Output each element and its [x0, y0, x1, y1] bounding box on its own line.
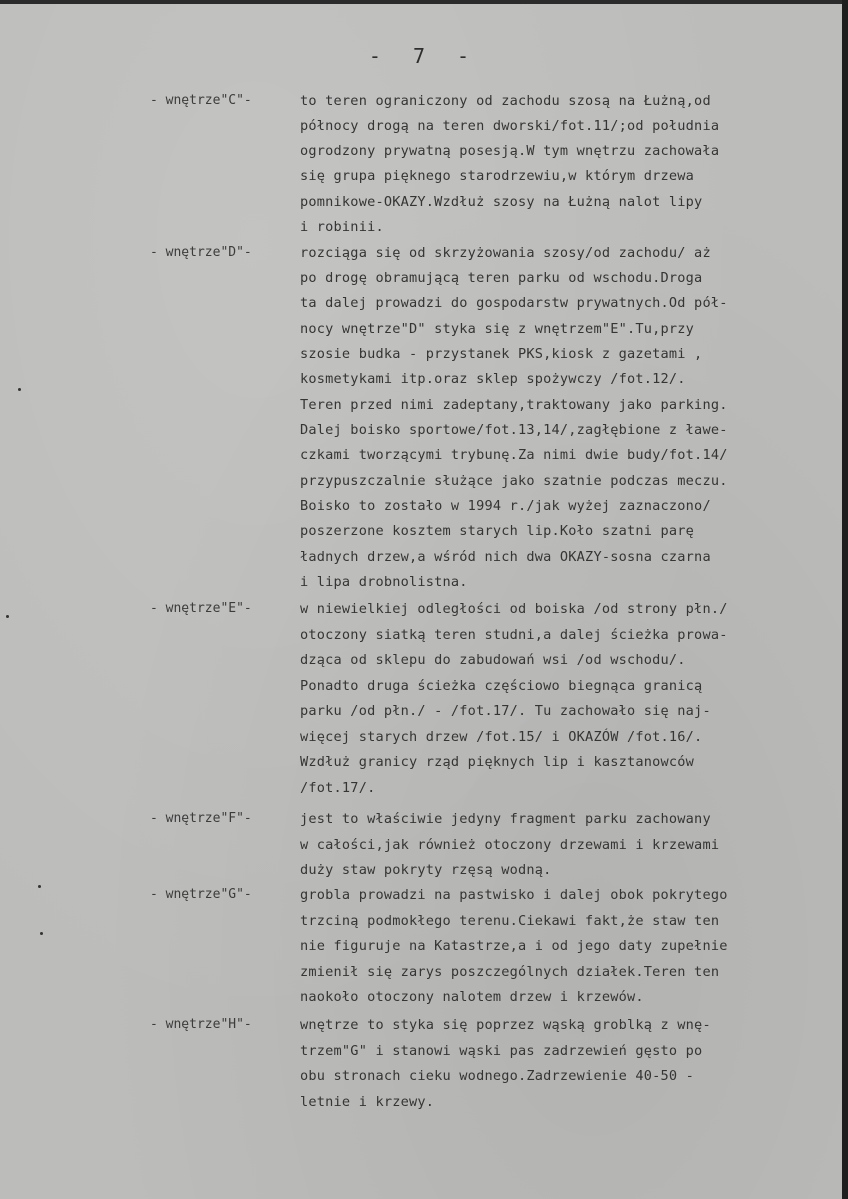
text-line: trzciną podmokłego terenu.Ciekawi fakt,że staw ten [300, 913, 720, 929]
text-line: letnie i krzewy. [300, 1094, 435, 1110]
text-line: szosie budka - przystanek PKS,kiosk z gazetami , [300, 346, 703, 362]
text-line: w całości,jak również otoczony drzewami i krzewami [300, 837, 720, 853]
text-line: jest to właściwie jedyny fragment parku zachowany [300, 811, 711, 827]
text-line: Wzdłuż granicy rząd pięknych lip i kasztanowców [300, 754, 695, 770]
text-line: Boisko to zostało w 1994 r./jak wyżej zaznaczono/ [300, 498, 711, 514]
text-line: przypuszczalnie służące jako szatnie podczas meczu. [300, 473, 728, 489]
section-label: - wnętrze"D"- [150, 245, 252, 260]
text-line: nocy wnętrze"D" styka się z wnętrzem"E".Tu,przy [300, 321, 695, 337]
text-line: Ponadto druga ścieżka częściowo biegnąca granicą [300, 678, 703, 694]
section-label: - wnętrze"E"- [150, 601, 252, 616]
text-line: otoczony siatką teren studni,a dalej ścieżka prowa- [300, 627, 728, 643]
text-line: wnętrze to styka się poprzez wąską groblką z wnę- [300, 1017, 711, 1033]
text-line: grobla prowadzi na pastwisko i dalej obok pokrytego [300, 887, 728, 903]
scan-speck [6, 615, 9, 618]
text-line: Dalej boisko sportowe/fot.13,14/,zagłębione z ławe- [300, 422, 728, 438]
text-line: naokoło otoczony nalotem drzew i krzewów. [300, 989, 644, 1005]
text-line: dząca od sklepu do zabudowań wsi /od wschodu/. [300, 652, 686, 668]
page-number: - 7 - [368, 44, 480, 68]
text-line: pomnikowe-OKAZY.Wzdłuż szosy na Łużną nalot lipy [300, 194, 703, 210]
text-line: i robinii. [300, 219, 384, 235]
scan-speck [18, 388, 21, 391]
text-line: parku /od płn./ - /fot.17/. Tu zachowało się naj- [300, 703, 711, 719]
text-line: czkami tworzącymi trybunę.Za nimi dwie budy/fot.14/ [300, 447, 728, 463]
text-line: poszerzone kosztem starych lip.Koło szatni parę [300, 523, 695, 539]
text-line: duży staw pokryty rzęsą wodną. [300, 862, 552, 878]
text-line: kosmetykami itp.oraz sklep spożywczy /fot.12/. [300, 371, 686, 387]
text-line: trzem"G" i stanowi wąski pas zadrzewień gęsto po [300, 1043, 703, 1059]
text-line: /fot.17/. [300, 780, 376, 796]
text-line: zmienił się zarys poszczególnych działek.Teren ten [300, 964, 720, 980]
section-label: - wnętrze"G"- [150, 887, 252, 902]
scan-speck [40, 932, 43, 935]
text-line: rozciąga się od skrzyżowania szosy/od zachodu/ aż [300, 245, 711, 261]
text-line: obu stronach cieku wodnego.Zadrzewienie 40-50 - [300, 1068, 695, 1084]
text-line: po drogę obramującą teren parku od wschodu.Droga [300, 270, 703, 286]
text-line: ta dalej prowadzi do gospodarstw prywatnych.Od pół- [300, 295, 728, 311]
text-line: i lipa drobnolistna. [300, 574, 468, 590]
text-line: ogrodzony prywatną posesją.W tym wnętrzu zachowała [300, 143, 720, 159]
scan-speck [38, 885, 41, 888]
scan-right-edge [842, 0, 848, 1199]
section-label: - wnętrze"F"- [150, 811, 252, 826]
text-line: w niewielkiej odległości od boiska /od strony płn./ [300, 601, 728, 617]
text-line: się grupa pięknego starodrzewiu,w którym drzewa [300, 168, 695, 184]
text-line: północy drogą na teren dworski/fot.11/;od południa [300, 118, 720, 134]
text-line: więcej starych drzew /fot.15/ i OKAZÓW /fot.16/. [300, 729, 703, 745]
text-line: nie figuruje na Katastrze,a i od jego daty zupełnie [300, 938, 728, 954]
section-label: - wnętrze"H"- [150, 1017, 252, 1032]
text-line: ładnych drzew,a wśród nich dwa OKAZY-sosna czarna [300, 549, 711, 565]
text-line: Teren przed nimi zadeptany,traktowany jako parking. [300, 397, 728, 413]
text-line: to teren ograniczony od zachodu szosą na Łużną,od [300, 93, 711, 109]
section-label: - wnętrze"C"- [150, 93, 252, 108]
scan-top-edge [0, 0, 848, 4]
